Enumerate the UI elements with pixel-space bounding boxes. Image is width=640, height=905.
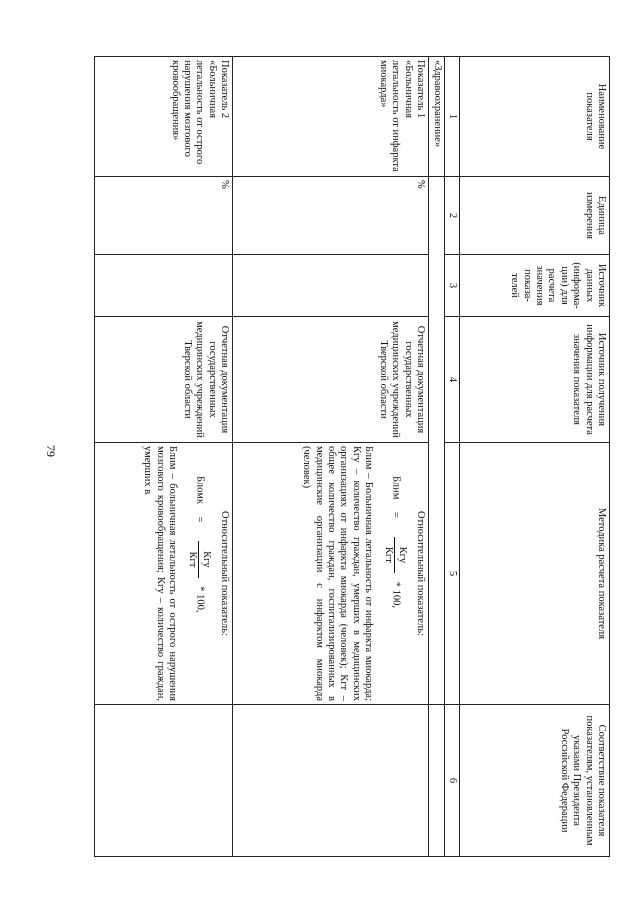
- method-description: Блим – больничная летальность от острого нарушения мозгового кровообращения; Кгу – количество граждан, умерших в: [142, 446, 179, 701]
- formula-lhs: Бломк: [194, 476, 206, 504]
- indicator-name: Показатель 1 «Больничная летальность от инфаркта миокарда»: [233, 57, 429, 177]
- section-empty: [429, 705, 444, 857]
- indicator-unit: %: [95, 177, 233, 255]
- formula-lhs: Блим: [390, 476, 402, 500]
- indicators-table: [94, 56, 610, 857]
- header-data-source: Источник данных (информа-ции) для расчета значения показа-телей: [460, 255, 610, 317]
- header-unit: Единица измерения: [460, 177, 610, 255]
- formula-denominator: Кгт: [187, 551, 199, 568]
- section-empty: [429, 177, 444, 705]
- indicator-info-source: Отчетная документация государственных медицинских учреждений Тверской области: [233, 317, 429, 443]
- indicator-unit: %: [233, 177, 429, 255]
- col-number: 6: [444, 705, 459, 857]
- column-number-row: [444, 57, 459, 857]
- col-number: 1: [444, 57, 459, 177]
- formula-denominator: Кгт: [383, 546, 395, 563]
- formula-tail: * 100,: [390, 581, 402, 609]
- col-number: 2: [444, 177, 459, 255]
- method-description: Блим – Больничная летальность от инфаркта миокарда; Кгу – количество граждан, умерших в медицинских организациях от инфаркта миокарда (человек); Кгт – общее количество граждан, госпитализированных в медицинские организации с инфарктом миокарда (человек): [301, 446, 375, 701]
- formula-eq: =: [390, 512, 402, 518]
- indicator-data-source: [233, 255, 429, 317]
- header-compliance: Соответствие показателя показателям, установленным указами Президента Российской Федерации: [460, 705, 610, 857]
- col-number: 5: [444, 443, 459, 705]
- formula-fraction: [382, 537, 408, 574]
- formula-tail: * 100,: [194, 586, 206, 613]
- indicator-name: Показатель 2 «Больничная летальность от острого нарушения мозгового кровообращения»: [95, 57, 233, 177]
- section-title: «Здравоохранение»: [429, 57, 444, 177]
- page-number: 79: [44, 445, 58, 457]
- method-intro: Относительный показатель:: [219, 511, 231, 636]
- table-row: [233, 57, 429, 857]
- col-number: 3: [444, 255, 459, 317]
- indicator-method: [95, 443, 233, 705]
- indicator-data-source: [95, 255, 233, 317]
- formula: [382, 476, 408, 701]
- header-info-source: Источник получения информации для расчета значения показателя: [460, 317, 610, 443]
- section-row: [429, 57, 444, 857]
- formula-numerator: Кгу: [395, 537, 408, 574]
- formula-numerator: Кгу: [199, 541, 212, 578]
- rotated-table-wrapper: [94, 56, 610, 856]
- header-row: [460, 57, 610, 857]
- table-row: [95, 57, 233, 857]
- indicator-info-source: Отчетная документация государственных медицинских учреждений Тверской области: [95, 317, 233, 443]
- header-name: Наименование показателя: [460, 57, 610, 177]
- formula-eq: =: [194, 516, 206, 523]
- formula: [186, 476, 212, 701]
- indicator-compliance: [95, 705, 233, 857]
- indicator-compliance: [233, 705, 429, 857]
- method-intro: Относительный показатель:: [415, 511, 427, 636]
- col-number: 4: [444, 317, 459, 443]
- indicator-method: [233, 443, 429, 705]
- formula-fraction: [186, 541, 212, 578]
- header-method: Методика расчета показателя: [460, 443, 610, 705]
